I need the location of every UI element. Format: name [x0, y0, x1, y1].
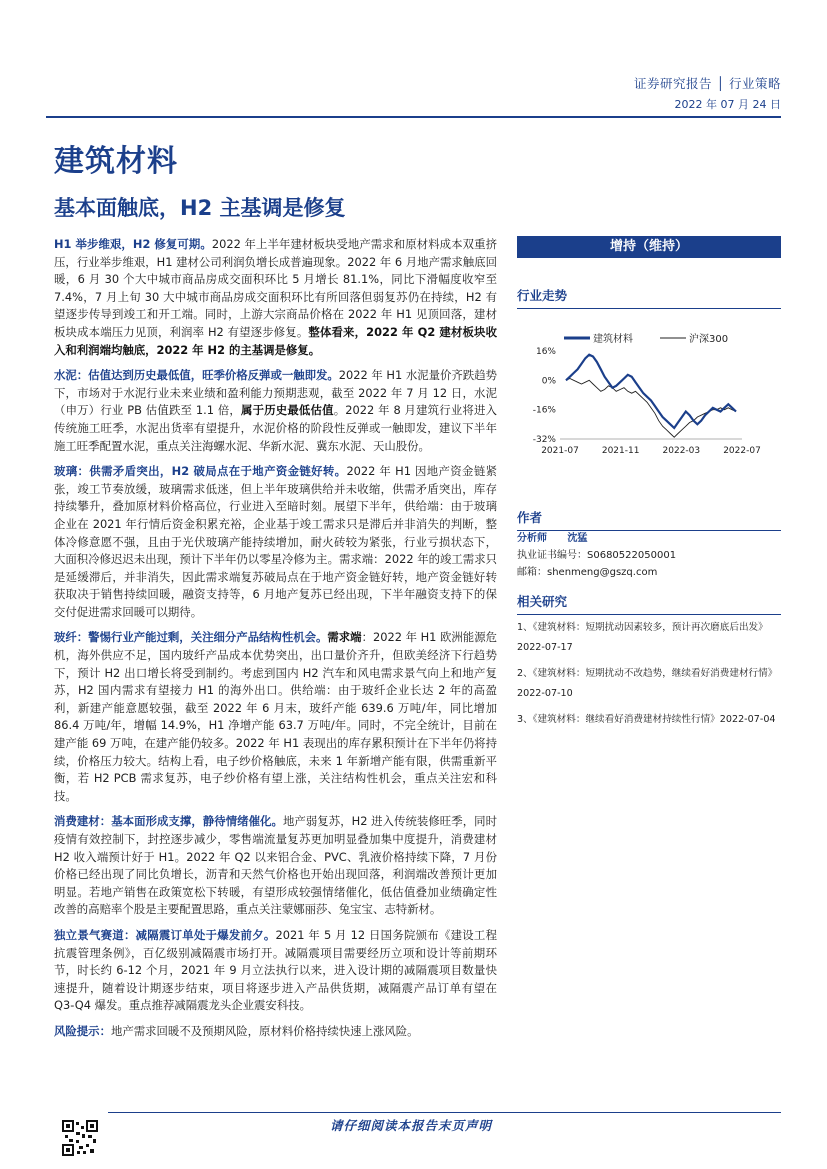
- paragraph-lead: 玻璃：供需矛盾突出，H2 破局点在于地产资金链好转。: [54, 464, 347, 479]
- author-name: 沈猛: [567, 533, 588, 544]
- paragraph-lead: 消费建材：基本面形成支撑，静待情绪催化。: [54, 814, 283, 829]
- paragraph-glass: [54, 463, 497, 621]
- legend-label-csi300: 沪深300: [689, 334, 729, 345]
- author-info: [517, 530, 781, 581]
- industry-name: 建筑材料: [54, 144, 178, 179]
- industry-trend-chart: [520, 326, 782, 462]
- author-line: [517, 530, 781, 547]
- footer-disclaimer: 请仔细阅读本报告末页声明: [330, 1118, 493, 1133]
- report-title: 基本面触底，H2 主基调是修复: [54, 196, 346, 220]
- main-body: [54, 236, 497, 1049]
- y-tick-label: 16%: [535, 347, 556, 357]
- paragraph-risk: [54, 1023, 497, 1041]
- x-tick-label: 2021-07: [541, 446, 579, 456]
- paragraph-tail: ：2022 年 H1 欧洲能源危机，海外供应不足，国内玻纤产品成本优势突出，出口量价齐升，但欧美经济下行趋势下，预计 H2 出口增长将受到制约。考虑到国内 H2 汽车和风电需求景气向上和地产复苏，H2 国内需求有望接力 H1 的海外出口。供给端：由于玻纤企业长达 2 年的高盈利，新建产能意愿较强，截至 2022 年 6 月末，玻纤产能 639.6 万吨/年，同比增加 86.4 万吨/年，增幅 14.9%，H1 净增产能 63.7 万吨/年。同时，不完全统计，目前在建产能 69 万吨，在建产能仍较多。2022 年 H1 表现出的库存累积预计在下半年仍将持续，价格压力较大。结构上看，电子纱价格触底，未来 1 年新增产能有限，供需重新平衡，若 H2 PCB 需求复苏，电子纱价格有望上涨，关注结构性机会，重点关注宏和科技。: [54, 630, 497, 803]
- author-section-title: 作者: [517, 508, 781, 531]
- paragraph-seismic: [54, 927, 497, 1015]
- paragraph-cement: [54, 367, 497, 455]
- series-line-materials: [566, 355, 736, 428]
- paragraph-bold: 属于历史最低估值: [241, 403, 334, 418]
- paragraph-text: 2021 年 5 月 12 日国务院颁布《建设工程抗震管理条例》，百亿级别减隔震市场打开。减隔震项目需要经历立项和设计等前期环节，时长约 6-12 个月，2021 年 9 月立法执行以来，进入设计期的减隔震项目数量快速提升，随着设计期逐步结束，项目将逐步进入产品供货期，减隔震产品订单有望在 Q3-Q4 爆发。重点推荐减隔震龙头企业震安科技。: [54, 927, 497, 1013]
- related-item[interactable]: 1、《建筑材料：短期扰动因素较多，预计再次磨底后出发》2022-07-17: [517, 622, 768, 653]
- y-tick-label: -32%: [532, 435, 556, 445]
- paragraph-tail: 。2022 年 8 月建筑行业将进入传统施工旺季，水泥出货率有望提升，水泥价格的阶段性反弹或一触即发，建议下半年施工旺季配置水泥，重点关注海螺水泥、华新水泥、冀东水泥、天山股份。: [54, 403, 497, 453]
- author-license: 执业证书编号：S0680522050001: [517, 550, 677, 561]
- related-item[interactable]: 3、《建筑材料：继续看好消费建材持续性行情》2022-07-04: [517, 714, 776, 725]
- related-item[interactable]: 2、《建筑材料：短期扰动不改趋势，继续看好消费建材行情》2022-07-10: [517, 668, 778, 699]
- paragraph-consumer-materials: [54, 813, 497, 919]
- y-tick-label: -16%: [532, 405, 556, 416]
- related-list: [517, 612, 781, 730]
- report-date: 2022 年 07 月 24 日: [674, 98, 781, 111]
- paragraph-lead: 玻纤：警惕行业产能过剩，关注细分产品结构性机会。: [54, 630, 328, 645]
- paragraph-fiberglass: [54, 629, 497, 805]
- rating-badge: 增持（维持）: [517, 236, 781, 258]
- paragraph-bold: 需求端: [327, 630, 362, 645]
- paragraph-text: 2022 年 H1 水泥量价齐跌趋势下，市场对于水泥行业未来业绩和盈利能力预期悲观，截至 2022 年 7 月 12 日，水泥（申万）行业 PB 估值跌至 1.1 倍，: [54, 368, 497, 418]
- paragraph-lead: H1 举步维艰，H2 修复可期。: [54, 237, 212, 251]
- series-line-csi300: [566, 379, 736, 438]
- paragraph-bold: 整体看来，2022 年 Q2 建材板块收入和利润端均触底，2022 年 H2 的主基调是修复。: [54, 324, 497, 357]
- author-email: 邮箱：shenmeng@gszq.com: [517, 567, 658, 578]
- x-tick-label: 2022-07: [723, 446, 761, 456]
- report-type: 证券研究报告 │ 行业策略: [634, 76, 781, 91]
- paragraph-lead: 风险提示：: [54, 1023, 111, 1038]
- paragraph-text: 地产弱复苏，H2 进入传统装修旺季，同时疫情有效控制下，封控逐步减少，零售端流量复苏更加明显叠加集中度提升，消费建材 H2 收入端预计好于 H1。2022 年 Q2 以来铝合金、PVC、乳液价格持续下降，7 月份价格已经出现了同比负增长，沥青和天然气价格也开始出现回落，利润端改善预计更加明显。若地产销售在政策宽松下转暖，有望形成较强情绪催化，低估值叠加业绩确定性改善的高赔率个股是主要配置思路，重点关注蒙娜丽莎、兔宝宝、志特新材。: [54, 814, 497, 917]
- header-divider: [46, 116, 781, 118]
- trend-section-title: 行业走势: [517, 286, 781, 309]
- y-tick-label: 0%: [541, 376, 556, 387]
- paragraph-lead: 水泥：估值达到历史最低值，旺季价格反弹或一触即发。: [54, 368, 339, 383]
- related-section-title: 相关研究: [517, 592, 781, 615]
- legend-label-materials: 建筑材料: [593, 334, 633, 345]
- paragraph-text: 地产需求回暖不及预期风险，原材料价格持续快速上涨风险。: [110, 1023, 419, 1038]
- footer-divider: [108, 1112, 781, 1113]
- qr-code-icon: [62, 1120, 98, 1156]
- x-tick-label: 2022-03: [662, 446, 701, 456]
- paragraph-text: 2022 年上半年建材板块受地产需求和原材料成本双重挤压，行业举步维艰，H1 建材公司利润负增长成普遍现象。2022 年 6 月地产需求触底回暖，6 月 30 个大中城市商品房成交面积环比 5 月增长 81.1%，同比下滑幅度收窄至 7.4%，7 月上旬 30 大中城市商品房成交面积环比有所回落但弱复苏仍在持续，H2 有望逐步传导到竣工和开工端。同时，上游大宗商品价格在 2022 年 H1 见顶回落，建材板块成本端压力见顶，利润率 H2 有望逐步修复。: [54, 237, 497, 339]
- author-role: 分析师: [517, 533, 547, 544]
- paragraph-lead: 独立景气赛道：减隔震订单处于爆发前夕。: [54, 927, 276, 942]
- paragraph-h1: [54, 236, 497, 359]
- x-tick-label: 2021-11: [601, 446, 640, 456]
- paragraph-text: 2022 年 H1 因地产资金链紧张，竣工节奏放缓，玻璃需求低迷，但上半年玻璃供给并未收缩，供需矛盾突出，库存持续攀升，叠加原材料价格高位，行业进入至暗时刻。展望下半年，供给端：由于玻璃企业在 2021 年行情后资金积累充裕，企业基于竣工需求只是滞后并非消失的判断，整体冷修意愿不强，且由于光伏玻璃产能持续增加，耐火砖较为紧张，行业亏损状态下，大面积冷修迟迟未出现，预计下半年仍以零星冷修为主。需求端：2022 年的竣工需求只是延缓滞后，并非消失，因此需求端复苏破局点在于地产资金链好转，地产资金链好转获取决于销售持续回暖，融资支持等，6 月地产复苏已经出现，下半年融资支持下的保交付促进需求回暖可以期待。: [54, 464, 497, 619]
